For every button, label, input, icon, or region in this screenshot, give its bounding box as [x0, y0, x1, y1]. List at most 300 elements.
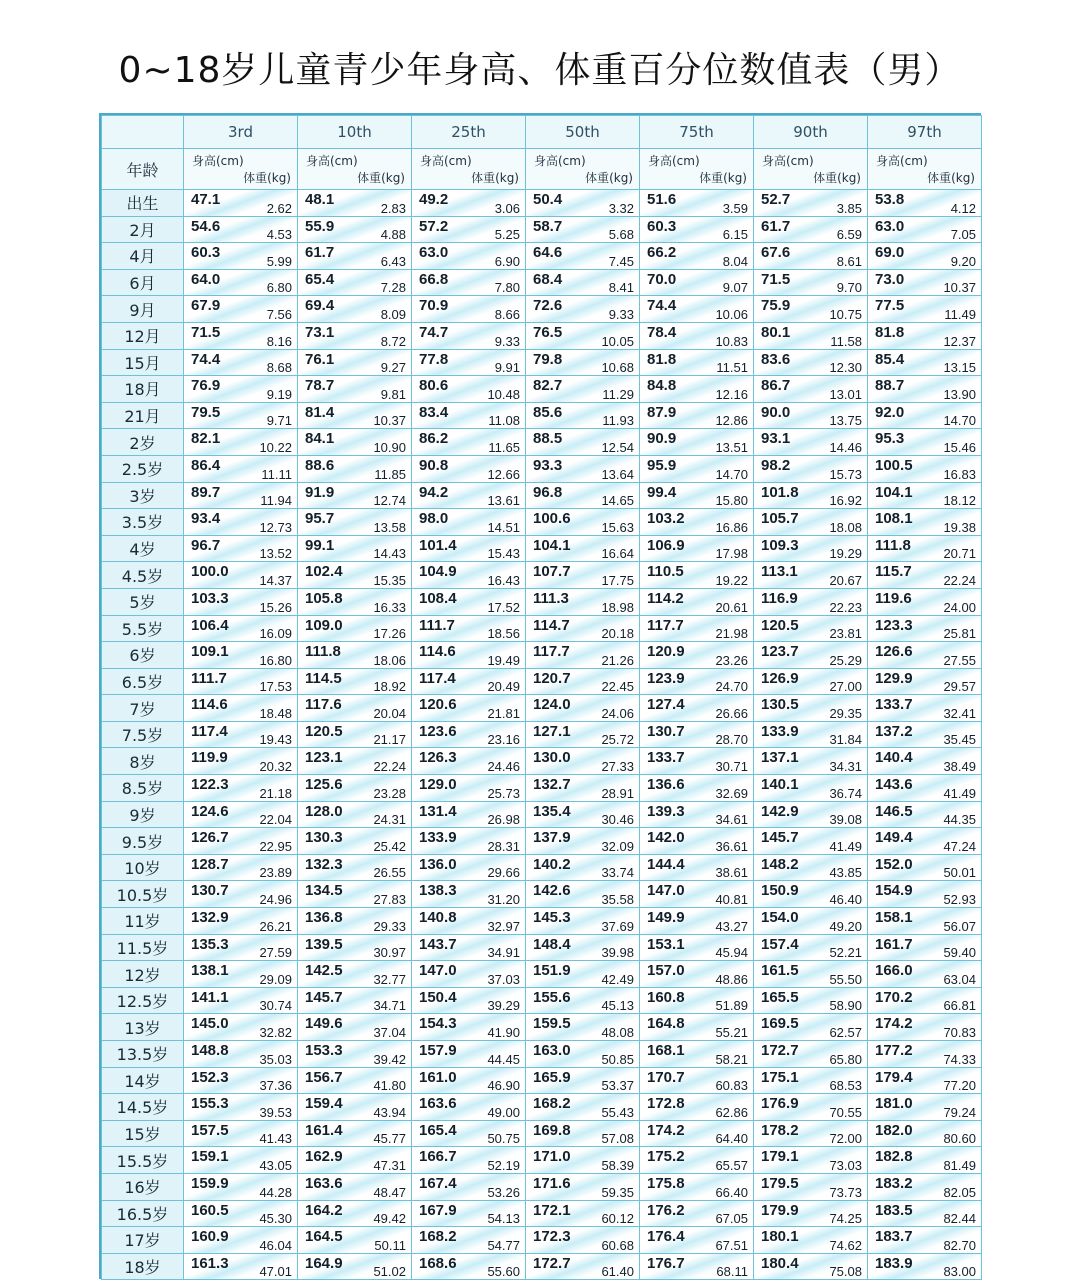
weight-value: 80.60 — [943, 1131, 976, 1147]
value-cell — [184, 961, 298, 988]
height-value: 86.4 — [191, 456, 221, 474]
weight-value: 19.49 — [487, 652, 520, 668]
height-value: 161.7 — [875, 935, 913, 953]
weight-value: 81.49 — [943, 1157, 976, 1173]
value-cell — [640, 695, 754, 722]
weight-value: 29.33 — [373, 918, 406, 934]
weight-value: 21.17 — [373, 732, 406, 748]
height-value: 103.3 — [191, 589, 229, 607]
height-value: 90.9 — [647, 430, 677, 448]
weight-value: 34.61 — [715, 812, 748, 828]
weight-value: 65.80 — [829, 1051, 862, 1067]
weight-value: 13.61 — [487, 493, 520, 509]
value-cell — [640, 455, 754, 482]
value-cell — [298, 748, 412, 775]
height-value: 183.5 — [875, 1201, 913, 1219]
corner-cell — [102, 116, 184, 149]
value-cell — [868, 721, 982, 748]
height-value: 157.0 — [647, 962, 685, 980]
value-cell — [526, 1200, 640, 1227]
height-value: 48.1 — [305, 191, 335, 208]
value-cell — [184, 243, 298, 270]
weight-value: 66.81 — [943, 998, 976, 1014]
height-value: 167.9 — [419, 1201, 457, 1219]
weight-value: 34.31 — [829, 759, 862, 775]
value-cell — [412, 455, 526, 482]
value-cell — [868, 216, 982, 243]
height-value: 158.1 — [875, 909, 913, 927]
weight-value: 45.94 — [715, 945, 748, 961]
value-cell — [412, 748, 526, 775]
height-value: 182.8 — [875, 1148, 913, 1166]
value-cell — [640, 190, 754, 217]
height-value: 64.6 — [533, 244, 563, 262]
height-value: 100.5 — [875, 456, 913, 474]
value-cell — [526, 509, 640, 536]
weight-value: 26.21 — [259, 918, 292, 934]
value-cell — [754, 1173, 868, 1200]
weight-value: 46.90 — [487, 1078, 520, 1094]
value-cell — [298, 695, 412, 722]
height-value: 137.9 — [533, 829, 571, 847]
height-value: 136.6 — [647, 776, 685, 794]
weight-value: 37.69 — [601, 918, 634, 934]
value-cell — [526, 775, 640, 802]
weight-value: 39.08 — [829, 812, 862, 828]
value-cell — [184, 1094, 298, 1121]
height-value: 183.2 — [875, 1174, 913, 1192]
value-cell — [640, 642, 754, 669]
value-cell — [526, 296, 640, 323]
height-value: 167.4 — [419, 1174, 457, 1192]
weight-value: 37.03 — [487, 971, 520, 987]
weight-value: 11.65 — [488, 439, 520, 455]
height-value: 149.4 — [875, 829, 913, 847]
weight-value: 7.80 — [494, 280, 520, 296]
weight-value: 9.33 — [608, 306, 634, 322]
height-value: 149.9 — [647, 909, 685, 927]
height-value: 163.6 — [419, 1095, 457, 1113]
weight-value: 17.53 — [259, 679, 292, 695]
height-value: 108.4 — [419, 589, 457, 607]
height-value: 132.7 — [533, 776, 571, 794]
weight-value: 49.20 — [829, 918, 862, 934]
height-value: 119.9 — [191, 749, 228, 767]
height-value: 120.5 — [305, 722, 343, 740]
value-cell — [298, 1094, 412, 1121]
value-cell — [526, 987, 640, 1014]
weight-value: 12.86 — [715, 413, 748, 429]
weight-value: 7.45 — [608, 253, 634, 269]
height-value: 81.4 — [305, 403, 335, 421]
weight-value: 27.55 — [943, 652, 976, 668]
value-cell — [640, 402, 754, 429]
value-cell — [640, 1041, 754, 1068]
age-cell: 18月 — [102, 376, 184, 403]
height-value: 168.2 — [533, 1095, 571, 1113]
height-value: 70.9 — [419, 297, 449, 315]
height-value: 157.5 — [191, 1121, 229, 1139]
weight-value: 14.46 — [829, 439, 862, 455]
percentile-header: 50th — [526, 116, 640, 149]
value-cell — [412, 1094, 526, 1121]
value-cell — [412, 1120, 526, 1147]
weight-value: 26.66 — [715, 705, 748, 721]
height-value: 141.1 — [191, 988, 229, 1006]
value-cell — [754, 828, 868, 855]
value-cell — [298, 987, 412, 1014]
value-cell — [868, 668, 982, 695]
height-value: 132.3 — [305, 855, 343, 873]
value-cell — [640, 775, 754, 802]
weight-value: 9.20 — [950, 253, 976, 269]
table-row — [102, 1227, 982, 1254]
age-cell: 18岁 — [102, 1253, 184, 1280]
height-value: 78.4 — [647, 323, 677, 341]
value-cell — [526, 482, 640, 509]
weight-value: 18.98 — [601, 599, 634, 615]
weight-value: 6.43 — [380, 253, 406, 269]
height-value: 89.7 — [191, 483, 221, 501]
height-value: 168.1 — [647, 1042, 685, 1059]
weight-value: 31.20 — [487, 892, 520, 908]
height-value: 145.7 — [761, 829, 799, 847]
weight-value: 60.68 — [601, 1237, 634, 1253]
height-value: 165.9 — [533, 1068, 571, 1086]
height-value: 117.6 — [305, 696, 342, 714]
table-row — [102, 1120, 982, 1147]
height-value: 133.7 — [875, 696, 913, 714]
weight-value: 22.23 — [829, 599, 862, 615]
height-value: 58.7 — [533, 217, 563, 235]
value-cell — [754, 1014, 868, 1041]
height-value: 129.9 — [875, 669, 913, 687]
value-cell — [754, 1227, 868, 1254]
value-cell — [754, 322, 868, 349]
height-value: 82.1 — [191, 430, 221, 448]
height-value: 138.1 — [191, 962, 229, 980]
age-cell: 12岁 — [102, 961, 184, 988]
height-value: 172.1 — [533, 1201, 571, 1219]
age-cell: 11.5岁 — [102, 934, 184, 961]
height-value: 49.2 — [419, 191, 449, 208]
value-cell — [640, 429, 754, 456]
weight-value: 32.82 — [259, 1025, 292, 1040]
measure-header-cell — [412, 149, 526, 190]
height-value: 160.8 — [647, 988, 685, 1006]
height-value: 81.8 — [647, 350, 677, 368]
weight-value: 32.09 — [601, 838, 634, 854]
weight-value: 11.93 — [602, 413, 634, 429]
value-cell — [526, 1253, 640, 1280]
height-value: 99.1 — [305, 536, 335, 554]
value-cell — [298, 1147, 412, 1174]
weight-value: 5.99 — [266, 253, 292, 269]
value-cell — [412, 216, 526, 243]
weight-value: 16.64 — [601, 546, 634, 562]
age-cell: 2月 — [102, 216, 184, 243]
height-value: 142.0 — [647, 829, 685, 847]
height-value: 83.6 — [761, 350, 791, 368]
value-cell — [640, 243, 754, 270]
table-row — [102, 828, 982, 855]
value-cell — [184, 721, 298, 748]
height-value: 127.1 — [533, 722, 571, 740]
value-cell — [754, 562, 868, 589]
table-row — [102, 349, 982, 376]
weight-value: 8.41 — [608, 280, 634, 296]
weight-value: 45.30 — [259, 1211, 292, 1227]
height-value: 168.6 — [419, 1254, 457, 1272]
weight-value: 28.70 — [715, 732, 748, 748]
table-row — [102, 269, 982, 296]
height-value: 80.6 — [419, 377, 449, 395]
height-value: 96.7 — [191, 536, 221, 554]
value-cell — [412, 322, 526, 349]
measure-header-cell — [754, 149, 868, 190]
table-row — [102, 748, 982, 775]
weight-value: 13.58 — [373, 519, 406, 535]
weight-value: 10.83 — [715, 333, 748, 349]
table-row — [102, 934, 982, 961]
weight-value: 3.06 — [494, 200, 520, 216]
value-cell — [526, 1147, 640, 1174]
value-cell — [184, 562, 298, 589]
height-value: 72.6 — [533, 297, 563, 315]
value-cell — [526, 615, 640, 642]
value-cell — [298, 642, 412, 669]
weight-value: 13.15 — [943, 360, 976, 376]
weight-value: 44.35 — [943, 812, 976, 828]
weight-value: 33.74 — [601, 865, 634, 881]
weight-value: 65.57 — [715, 1157, 748, 1173]
age-cell: 10.5岁 — [102, 881, 184, 908]
weight-value: 64.40 — [715, 1131, 748, 1147]
value-cell — [754, 987, 868, 1014]
weight-value: 16.86 — [715, 519, 748, 535]
height-value: 176.4 — [647, 1228, 685, 1246]
height-value: 86.2 — [419, 430, 449, 448]
value-cell — [640, 1253, 754, 1280]
height-value: 90.0 — [761, 403, 791, 421]
height-value: 95.9 — [647, 456, 677, 474]
weight-value: 20.71 — [943, 546, 976, 562]
value-cell — [298, 1120, 412, 1147]
age-cell: 16.5岁 — [102, 1200, 184, 1227]
value-cell — [868, 881, 982, 908]
age-cell: 9.5岁 — [102, 828, 184, 855]
height-value: 170.2 — [875, 988, 913, 1006]
value-cell — [640, 1120, 754, 1147]
weight-value: 10.90 — [373, 439, 406, 455]
value-cell — [298, 402, 412, 429]
height-value: 135.3 — [191, 935, 229, 953]
weight-value: 48.47 — [373, 1184, 406, 1200]
value-cell — [754, 190, 868, 217]
weight-value: 9.07 — [722, 280, 748, 296]
weight-value: 10.22 — [259, 439, 292, 455]
value-cell — [526, 1120, 640, 1147]
height-value: 123.3 — [875, 616, 913, 634]
value-cell — [526, 961, 640, 988]
value-cell — [298, 562, 412, 589]
height-value: 126.6 — [875, 643, 913, 661]
weight-value: 22.24 — [373, 759, 406, 775]
height-value: 104.1 — [533, 536, 571, 554]
value-cell — [868, 961, 982, 988]
value-cell — [298, 243, 412, 270]
value-cell — [298, 615, 412, 642]
value-cell — [526, 1227, 640, 1254]
value-cell — [298, 1067, 412, 1094]
value-cell — [412, 535, 526, 562]
height-value: 140.8 — [419, 909, 457, 927]
weight-value: 9.81 — [380, 386, 406, 402]
value-cell — [526, 668, 640, 695]
value-cell — [412, 721, 526, 748]
weight-value: 32.69 — [715, 785, 748, 801]
height-value: 128.0 — [305, 802, 343, 820]
weight-value: 12.73 — [259, 519, 292, 535]
weight-value: 39.53 — [259, 1104, 292, 1120]
weight-value: 58.90 — [829, 998, 862, 1014]
weight-value: 14.65 — [601, 493, 634, 509]
height-value: 171.6 — [533, 1174, 571, 1192]
value-cell — [868, 908, 982, 935]
value-cell — [184, 190, 298, 217]
value-cell — [526, 429, 640, 456]
value-cell — [868, 695, 982, 722]
value-cell — [184, 642, 298, 669]
weight-value: 52.93 — [943, 892, 976, 908]
weight-value: 12.37 — [943, 333, 976, 349]
height-value: 145.3 — [533, 909, 571, 927]
weight-value: 70.55 — [829, 1104, 862, 1120]
height-value: 148.8 — [191, 1042, 229, 1059]
height-value: 117.7 — [533, 643, 570, 661]
table-row — [102, 668, 982, 695]
weight-value: 7.56 — [266, 306, 292, 322]
height-value: 114.7 — [533, 616, 570, 634]
height-value: 123.9 — [647, 669, 685, 687]
height-value: 133.9 — [761, 722, 799, 740]
height-value: 117.7 — [647, 616, 684, 634]
height-value: 70.0 — [647, 270, 677, 288]
height-value: 84.8 — [647, 377, 677, 395]
value-cell — [298, 1253, 412, 1280]
weight-value: 74.33 — [943, 1051, 976, 1067]
table-row — [102, 1094, 982, 1121]
height-value: 160.5 — [191, 1201, 229, 1219]
height-value: 114.6 — [419, 643, 456, 661]
weight-value: 42.49 — [601, 971, 634, 987]
weight-value: 24.70 — [715, 679, 748, 695]
value-cell — [640, 961, 754, 988]
height-value: 110.5 — [647, 563, 684, 581]
height-value: 174.2 — [647, 1121, 685, 1139]
value-cell — [868, 1067, 982, 1094]
value-cell — [298, 216, 412, 243]
value-cell — [298, 535, 412, 562]
age-cell: 4岁 — [102, 535, 184, 562]
age-cell: 3.5岁 — [102, 509, 184, 536]
value-cell — [868, 748, 982, 775]
table-row — [102, 1041, 982, 1068]
value-cell — [298, 1173, 412, 1200]
age-cell: 14.5岁 — [102, 1094, 184, 1121]
value-cell — [298, 828, 412, 855]
weight-value: 24.00 — [943, 599, 976, 615]
value-cell — [754, 349, 868, 376]
weight-value: 39.98 — [601, 945, 634, 961]
height-value: 170.7 — [647, 1068, 685, 1086]
height-value: 145.0 — [191, 1015, 229, 1033]
weight-value: 26.98 — [487, 812, 520, 828]
value-cell — [526, 1173, 640, 1200]
weight-value: 44.28 — [259, 1184, 292, 1200]
height-value: 67.6 — [761, 244, 791, 262]
value-cell — [868, 1200, 982, 1227]
weight-value: 5.68 — [608, 227, 634, 243]
weight-value: 3.32 — [608, 200, 634, 216]
height-value: 69.0 — [875, 244, 905, 262]
weight-value: 23.26 — [715, 652, 748, 668]
value-cell — [754, 1041, 868, 1068]
height-value: 126.9 — [761, 669, 799, 687]
weight-value: 41.43 — [259, 1131, 292, 1147]
height-value: 73.0 — [875, 270, 905, 288]
value-cell — [184, 1227, 298, 1254]
value-cell — [298, 429, 412, 456]
percentile-header-row — [102, 116, 982, 149]
value-cell — [640, 1094, 754, 1121]
height-value: 169.8 — [533, 1121, 571, 1139]
age-cell: 9岁 — [102, 801, 184, 828]
weight-value: 18.08 — [829, 519, 862, 535]
weight-value: 60.83 — [715, 1078, 748, 1094]
height-value: 52.7 — [761, 191, 791, 208]
height-value: 154.9 — [875, 882, 913, 900]
height-value: 83.4 — [419, 403, 449, 421]
weight-unit-label: 体重(kg) — [813, 171, 861, 185]
value-cell — [412, 695, 526, 722]
value-cell — [412, 668, 526, 695]
weight-value: 18.06 — [373, 652, 406, 668]
value-cell — [526, 642, 640, 669]
height-value: 147.0 — [647, 882, 685, 900]
value-cell — [868, 535, 982, 562]
height-value: 98.0 — [419, 510, 449, 528]
weight-value: 16.92 — [829, 493, 862, 509]
table-row — [102, 482, 982, 509]
value-cell — [298, 775, 412, 802]
age-cell: 14岁 — [102, 1067, 184, 1094]
value-cell — [640, 721, 754, 748]
height-value: 114.2 — [647, 589, 684, 607]
height-value: 74.4 — [647, 297, 677, 315]
value-cell — [526, 828, 640, 855]
weight-value: 8.72 — [380, 333, 406, 349]
value-cell — [640, 535, 754, 562]
value-cell — [412, 1200, 526, 1227]
measure-header-cell — [640, 149, 754, 190]
weight-value: 43.27 — [715, 918, 748, 934]
weight-value: 21.81 — [487, 705, 520, 721]
height-value: 67.9 — [191, 297, 221, 315]
height-value: 163.0 — [533, 1042, 571, 1059]
percentile-header: 25th — [412, 116, 526, 149]
table-row — [102, 509, 982, 536]
